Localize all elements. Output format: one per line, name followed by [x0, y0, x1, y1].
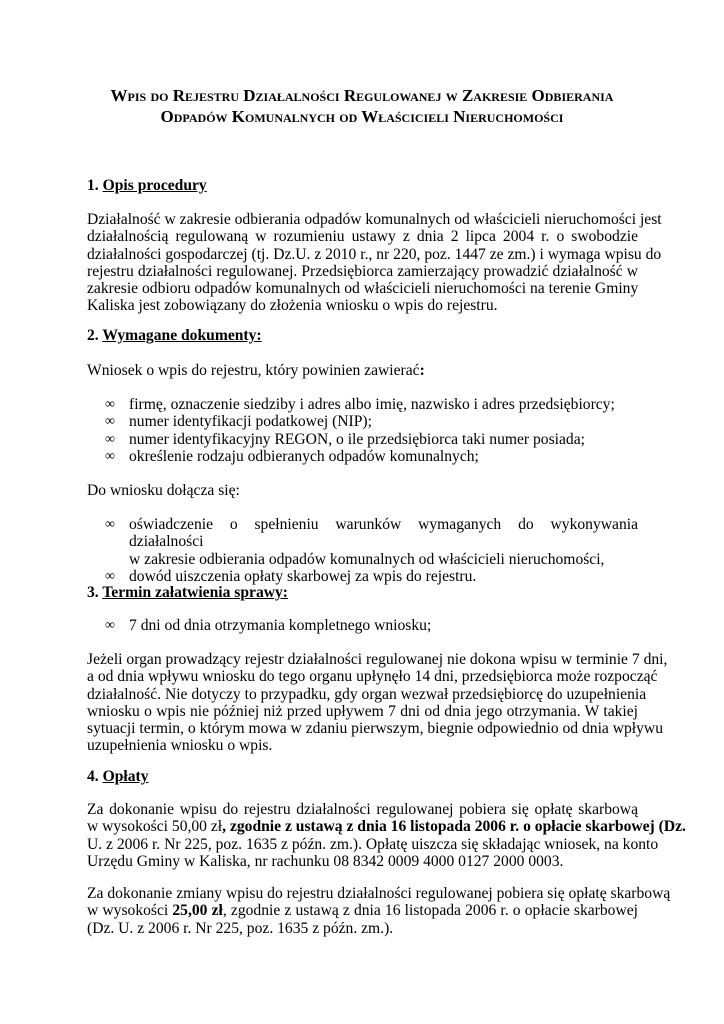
- paragraph-line: rejestru działalności regulowanej. Przedsiębiorca zamierzający prowadzić działalność w: [87, 262, 638, 280]
- list-item: [87, 516, 638, 568]
- paragraph-line: sytuacji termin, o którym mowa w zdaniu pierwszym, biegnie odpowiednio od dnia wpływu: [87, 720, 663, 738]
- paragraph-line: działalności gospodarczej (tj. Dz.U. z 2010 r., nr 220, poz. 1447 ze zm.) i wymaga wpisu do: [87, 245, 662, 263]
- list-item: [87, 396, 638, 413]
- paragraph-line: Działalność w zakresie odbierania odpadów komunalnych od właścicieli nieruchomości jest: [87, 211, 662, 228]
- paragraph-line: zakresie odbioru odpadów komunalnych od właścicieli nieruchomości na terenie Gminy: [87, 280, 639, 298]
- list-item: [87, 617, 638, 634]
- paragraph-line: Za dokonanie wpisu do rejestru działalności regulowanej pobiera się opłatę skarbową: [87, 801, 638, 818]
- paragraph-line: działalnością regulowaną w rozumieniu ustawy z dnia 2 lipca 2004 r. o swobodzie: [87, 228, 638, 246]
- fee-text: , zgodnie z ustawą z dnia 16 listopada 2006 r. o opłacie skarbowej: [222, 902, 638, 920]
- paragraph-line: (Dz. U. z 2006 r. Nr 225, poz. 1635 z późn. zm.).: [87, 919, 394, 937]
- paragraph-line: U. z 2006 r. Nr 225, poz. 1635 z późn. zm.). Opłatę uiszcza się składając wniosek, na konto: [87, 835, 659, 853]
- section-2-number: 2.: [87, 327, 99, 344]
- fee-amount: w wysokości 50,00 zł: [87, 818, 223, 836]
- paragraph-line: wniosku o wpis nie później niż przed upływem 7 dni od dnia jego otrzymania. W takiej: [87, 702, 638, 720]
- title-line-1: Wpis do Rejestru Działalności Regulowanej w Zakresie Odbierania: [110, 86, 614, 105]
- deadline-list: [87, 617, 638, 634]
- infinity-bullet-icon: ∞: [105, 431, 115, 447]
- infinity-bullet-icon: ∞: [105, 618, 115, 633]
- list-item-text: firmę, oznaczenie siedziby i adres albo imię, nazwisko i adres przedsiębiorcy;: [129, 396, 615, 413]
- list-item: [87, 448, 638, 465]
- section-2-title: Wymagane dokumenty:: [102, 327, 262, 344]
- list-item-text: oświadczenie o spełnieniu warunków wymaganych do wykonywania działalności: [129, 516, 638, 551]
- infinity-bullet-icon: ∞: [105, 568, 115, 584]
- list-item-text: numer identyfikacji podatkowej (NIP);: [129, 413, 372, 431]
- fee-text: w wysokości: [87, 902, 173, 920]
- paragraph-line: [87, 902, 638, 919]
- paragraph-line: działalność. Nie dotyczy to przypadku, gdy organ wezwał przedsiębiorcę do uzupełnienia: [87, 685, 647, 703]
- fee-text: , zgodnie z ustawą z dnia 16 listopada 2006 r. o opłacie skarbowej (Dz.: [222, 818, 686, 836]
- paragraph-line: Za dokonanie zmiany wpisu do rejestru działalności regulowanej pobiera się opłatę skarbową: [87, 885, 671, 902]
- document-title: [70, 85, 654, 127]
- attachments-intro: Do wniosku dołącza się:: [87, 482, 240, 499]
- section-3-paragraph: [87, 651, 668, 755]
- list-item: [87, 413, 638, 430]
- attachments-list: [87, 516, 638, 585]
- section-3-title: Termin załatwienia sprawy:: [102, 584, 288, 601]
- paragraph-line: Kaliska jest zobowiązany do złożenia wniosku o wpis do rejestru.: [87, 297, 498, 315]
- list-item-text: dowód uiszczenia opłaty skarbowej za wpis do rejestru.: [129, 567, 477, 585]
- fee-paragraph-1: [87, 801, 686, 870]
- section-4-title: Opłaty: [102, 768, 149, 785]
- list-item-text: 7 dni od dnia otrzymania kompletnego wniosku;: [129, 617, 432, 634]
- infinity-bullet-icon: ∞: [105, 517, 115, 532]
- section-1-paragraph: [87, 211, 662, 315]
- required-items-list: [87, 396, 638, 465]
- section-2-intro: [87, 362, 638, 379]
- list-item-text: w zakresie odbierania odpadów komunalnych od właścicieli nieruchomości,: [129, 550, 605, 568]
- paragraph-line: a od dnia wpływu wniosku do tego organu upłynęło 14 dni, przedsiębiorca może rozpocząć: [87, 668, 658, 686]
- fee-paragraph-2: [87, 885, 671, 937]
- paragraph-line: uzupełnienia wniosku o wpis.: [87, 737, 273, 755]
- section-1-number: 1.: [87, 177, 99, 194]
- section-4-number: 4.: [87, 768, 99, 785]
- list-item: [87, 568, 638, 585]
- section-3-heading: [87, 584, 288, 601]
- infinity-bullet-icon: ∞: [105, 397, 115, 412]
- paragraph-line: Urzędu Gminy w Kaliska, nr rachunku 08 8342 0009 4000 0127 2000 0003.: [87, 852, 564, 870]
- paragraph-line: Jeżeli organ prowadzący rejestr działalności regulowanej nie dokona wpisu w terminie 7 dni,: [87, 651, 668, 668]
- intro-colon: :: [419, 362, 425, 379]
- infinity-bullet-icon: ∞: [105, 414, 115, 430]
- list-item-text: określenie rodzaju odbieranych odpadów komunalnych;: [129, 447, 479, 465]
- section-2-heading: [87, 327, 262, 344]
- section-1-heading: [87, 177, 207, 194]
- fee-amount: 25,00 zł: [172, 902, 223, 920]
- paragraph-line: [87, 818, 686, 836]
- list-item: [87, 431, 638, 448]
- list-item-text: numer identyfikacyjny REGON, o ile przedsiębiorca taki numer posiada;: [129, 430, 585, 448]
- section-1-title: Opis procedury: [102, 177, 207, 194]
- section-3-number: 3.: [87, 584, 99, 601]
- infinity-bullet-icon: ∞: [105, 448, 115, 464]
- intro-text: Wniosek o wpis do rejestru, który powinien zawierać: [87, 362, 420, 379]
- section-4-heading: [87, 768, 149, 785]
- title-line-2: Odpadów Komunalnych od Właścicieli Nieruchomości: [160, 107, 564, 126]
